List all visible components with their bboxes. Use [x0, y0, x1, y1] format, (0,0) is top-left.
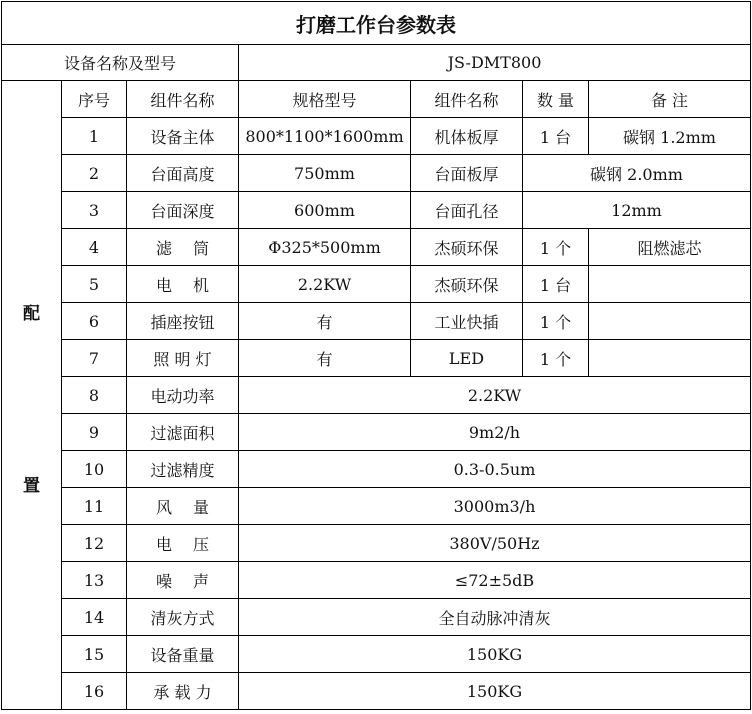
- row-note: [589, 266, 751, 303]
- row-number: 4: [62, 229, 127, 266]
- row-value: 150KG: [239, 636, 751, 673]
- row-component-name: 电 压: [127, 525, 239, 562]
- table-row: [2, 377, 751, 414]
- row-value: 3000m3/h: [239, 488, 751, 525]
- row-part: 杰硕环保: [411, 229, 523, 266]
- table-row: [2, 155, 751, 192]
- row-spec: 750mm: [239, 155, 411, 192]
- row-component-name: 滤 筒: [127, 229, 239, 266]
- table-row: [2, 451, 751, 488]
- model-label: 设备名称及型号: [2, 45, 239, 81]
- row-component-name: 插座按钮: [127, 303, 239, 340]
- row-value: ≤72±5dB: [239, 562, 751, 599]
- side-label-bottom: 置: [23, 476, 40, 496]
- header-name: 组件名称: [127, 81, 239, 118]
- row-number: 9: [62, 414, 127, 451]
- header-row: [2, 81, 751, 118]
- row-component-name: 设备主体: [127, 118, 239, 155]
- table-row: [2, 673, 751, 710]
- table-row: [2, 266, 751, 303]
- table-row: [2, 118, 751, 155]
- row-component-name: 过滤面积: [127, 414, 239, 451]
- row-component-name: 承 载 力: [127, 673, 239, 710]
- row-merged-value: 碳钢 2.0mm: [523, 155, 751, 192]
- row-qty: 1 台: [523, 118, 589, 155]
- table-row: [2, 340, 751, 377]
- table-row: [2, 303, 751, 340]
- row-component-name: 噪 声: [127, 562, 239, 599]
- row-qty: 1 个: [523, 303, 589, 340]
- row-merged-value: 12mm: [523, 192, 751, 229]
- model-row: [2, 45, 751, 81]
- row-component-name: 台面深度: [127, 192, 239, 229]
- row-value: 9m2/h: [239, 414, 751, 451]
- row-number: 12: [62, 525, 127, 562]
- row-spec: 有: [239, 303, 411, 340]
- row-note: 碳钢 1.2mm: [589, 118, 751, 155]
- row-note: 阻燃滤芯: [589, 229, 751, 266]
- row-number: 16: [62, 673, 127, 710]
- row-number: 13: [62, 562, 127, 599]
- row-component-name: 设备重量: [127, 636, 239, 673]
- row-spec: 600mm: [239, 192, 411, 229]
- row-number: 2: [62, 155, 127, 192]
- row-part: 杰硕环保: [411, 266, 523, 303]
- side-label-top: 配: [23, 304, 40, 324]
- row-value: 380V/50Hz: [239, 525, 751, 562]
- header-qty: 数 量: [523, 81, 589, 118]
- row-qty: 1 台: [523, 266, 589, 303]
- row-number: 14: [62, 599, 127, 636]
- row-component-name: 过滤精度: [127, 451, 239, 488]
- table-row: [2, 636, 751, 673]
- row-component-name: 电 机: [127, 266, 239, 303]
- row-note: [589, 303, 751, 340]
- row-spec: 800*1100*1600mm: [239, 118, 411, 155]
- row-number: 5: [62, 266, 127, 303]
- table-title: 打磨工作台参数表: [2, 2, 751, 45]
- row-number: 10: [62, 451, 127, 488]
- row-part: LED: [411, 340, 523, 377]
- header-no: 序号: [62, 81, 127, 118]
- row-spec: 有: [239, 340, 411, 377]
- row-value: 0.3-0.5um: [239, 451, 751, 488]
- table-row: [2, 192, 751, 229]
- row-spec: Φ325*500mm: [239, 229, 411, 266]
- row-component-name: 台面高度: [127, 155, 239, 192]
- row-number: 3: [62, 192, 127, 229]
- row-number: 6: [62, 303, 127, 340]
- header-part: 组件名称: [411, 81, 523, 118]
- header-spec: 规格型号: [239, 81, 411, 118]
- table-row: [2, 525, 751, 562]
- row-number: 1: [62, 118, 127, 155]
- row-part: 台面板厚: [411, 155, 523, 192]
- row-number: 15: [62, 636, 127, 673]
- row-part: 台面孔径: [411, 192, 523, 229]
- title-row: [2, 2, 751, 45]
- row-spec: 2.2KW: [239, 266, 411, 303]
- row-component-name: 清灰方式: [127, 599, 239, 636]
- row-qty: 1 个: [523, 229, 589, 266]
- table-row: [2, 414, 751, 451]
- table-row: [2, 229, 751, 266]
- model-value: JS-DMT800: [239, 45, 751, 81]
- row-number: 11: [62, 488, 127, 525]
- table-row: [2, 599, 751, 636]
- row-number: 7: [62, 340, 127, 377]
- row-part: 机体板厚: [411, 118, 523, 155]
- row-note: [589, 340, 751, 377]
- row-component-name: 风 量: [127, 488, 239, 525]
- row-value: 全自动脉冲清灰: [239, 599, 751, 636]
- row-qty: 1 个: [523, 340, 589, 377]
- row-part: 工业快插: [411, 303, 523, 340]
- header-note: 备 注: [589, 81, 751, 118]
- table-row: [2, 488, 751, 525]
- row-value: 2.2KW: [239, 377, 751, 414]
- row-component-name: 电动功率: [127, 377, 239, 414]
- row-value: 150KG: [239, 673, 751, 710]
- table-row: [2, 562, 751, 599]
- row-number: 8: [62, 377, 127, 414]
- side-label-cell: [2, 81, 62, 710]
- parameter-table: [1, 1, 751, 710]
- row-component-name: 照 明 灯: [127, 340, 239, 377]
